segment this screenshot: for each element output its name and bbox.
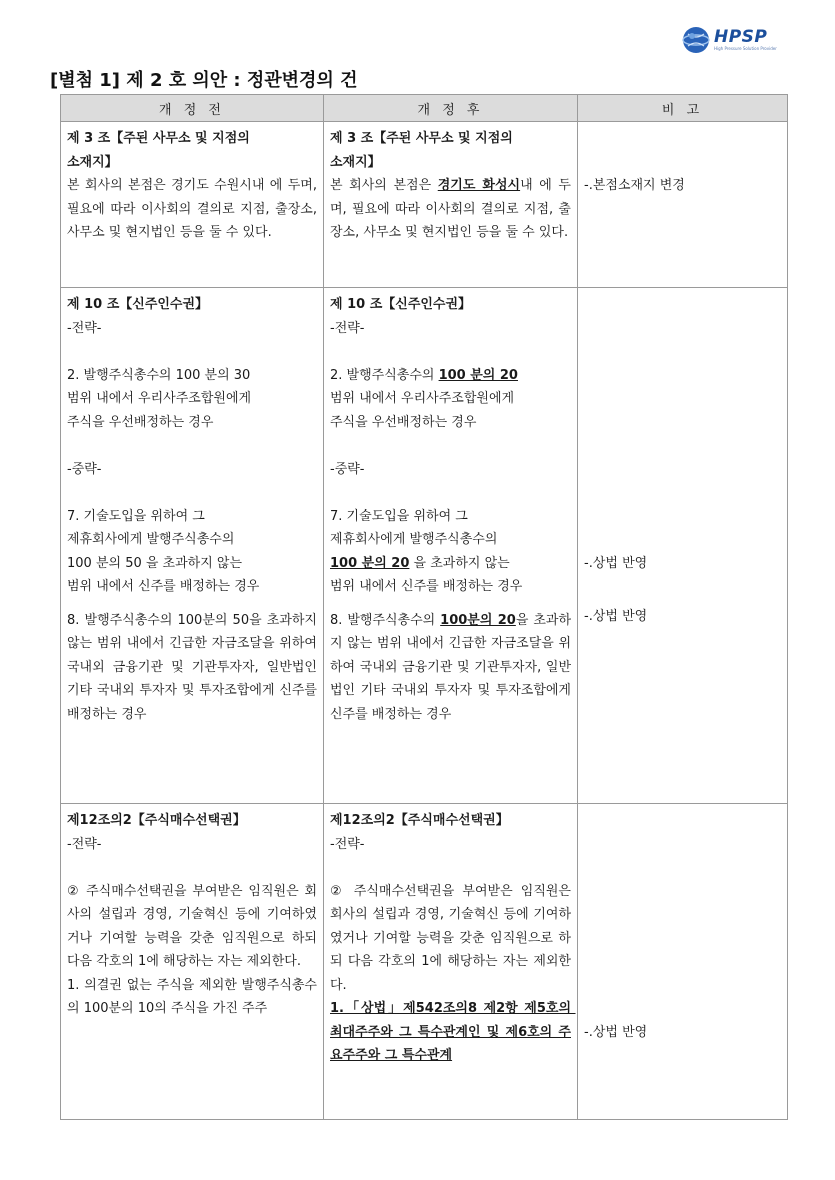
logo-tagline: High Pressure Solution Provider: [714, 46, 777, 51]
clause-title: 제 10 조【신주인수권】: [330, 297, 472, 312]
clause-text: 제휴회사에게 발행주식총수의: [67, 532, 235, 547]
cell-after: [324, 288, 578, 804]
table-row: [61, 804, 788, 1120]
omission-mark: -전략-: [330, 320, 365, 336]
clause-text: 범위 내에서 우리사주조합원에게: [67, 391, 252, 406]
amendment-table: [60, 94, 788, 1120]
clause-text: 범위 내에서 우리사주조합원에게: [330, 391, 515, 406]
clause-text: 8. 발행주식총수의 100분의 50을 초과하지 않는 범위 내에서 긴급한 자금조달을 위하여 국내외 금융기관 및 기관투자자, 일반법인 기타 국내외 투자자 및 투자조합에게 신주를 배정하는 경우: [67, 612, 322, 722]
cell-remark: [578, 122, 788, 288]
header-remarks: 비 고: [578, 95, 788, 122]
clause-text: 7. 기술도입을 위하여 그: [67, 508, 205, 524]
cell-before: [61, 804, 324, 1120]
table-row: [61, 122, 788, 288]
cell-after: [324, 804, 578, 1120]
clause-text: 8. 발행주식총수의 100분의 20을 초과하지 않는 범위 내에서 긴급한 자금조달을 위하여 국내외 금융기관 및 기관투자자, 일반법인 기타 국내외 투자자 및 투자조합에게 신주를 배정하는 경우: [330, 612, 576, 722]
page-title: [별첨 1] 제 2 호 의안 : 정관변경의 건: [50, 70, 358, 91]
clause-title: 제 3 조【주된 사무소 및 지점의: [330, 131, 513, 146]
clause-text: 100 분의 50 을 초과하지 않는: [67, 555, 243, 571]
amended-text: 경기도 화성시: [437, 178, 521, 193]
clause-title: 제 10 조【신주인수권】: [67, 297, 209, 312]
cell-remark: [578, 288, 788, 804]
omission-mark: -전략-: [330, 836, 365, 852]
cell-after: [324, 122, 578, 288]
clause-text: 2. 발행주식총수의 100 분의 30: [67, 367, 251, 383]
omission-mark: -중략-: [330, 461, 365, 477]
table-row: [61, 288, 788, 804]
cell-before: [61, 288, 324, 804]
clause-text: 본 회사의 본점은 경기도 화성시내 에 두며, 필요에 따라 이사회의 결의로 지점, 출장소, 사무소 및 현지법인 등을 둘 수 있다.: [330, 178, 571, 240]
clause-text: 7. 기술도입을 위하여 그: [330, 508, 468, 524]
table-header-row: [61, 95, 788, 122]
logo-wordmark: HPSP: [714, 27, 768, 47]
header-after: 개 정 후: [324, 95, 578, 122]
omission-mark: -중략-: [67, 461, 102, 477]
clause-text: 주식을 우선배정하는 경우: [67, 414, 214, 430]
clause-text: 100 분의 20 을 초과하지 않는: [330, 555, 510, 571]
cell-remark: [578, 804, 788, 1120]
clause-text: 제휴회사에게 발행주식총수의: [330, 532, 498, 547]
clause-text: 본 회사의 본점은 경기도 수원시내 에 두며, 필요에 따라 이사회의 결의로 지점, 출장소, 사무소 및 현지법인 등을 둘 수 있다.: [67, 178, 322, 240]
clause-title: 제12조의2【주식매수선택권】: [67, 813, 246, 828]
clause-text: 범위 내에서 신주를 배정하는 경우: [67, 579, 260, 594]
omission-mark: -전략-: [67, 320, 102, 336]
clause-text: 2. 발행주식총수의 100 분의 20: [330, 367, 518, 383]
amended-text: 100 분의 20: [438, 367, 518, 383]
clause-text: 1. 의결권 없는 주식을 제외한 발행주식총수의 100분의 10의 주식을 가진 주주: [67, 977, 317, 1016]
remark-text: -.상법 반영: [584, 1024, 648, 1040]
remark-text: -.상법 반영: [584, 555, 648, 571]
clause-title: 소재지】: [67, 154, 118, 170]
clause-text: ② 주식매수선택권을 부여받은 임직원은 회사의 설립과 경영, 기술혁신 등에 기여하였거나 기여할 능력을 갖춘 임직원으로 하되 다음 각호의 1에 해당하는 자는 제외한다.: [330, 883, 576, 993]
clause-text: 범위 내에서 신주를 배정하는 경우: [330, 579, 523, 594]
cell-before: [61, 122, 324, 288]
clause-text: ② 주식매수선택권을 부여받은 임직원은 회사의 설립과 경영, 기술혁신 등에 기여하였거나 기여할 능력을 갖춘 임직원으로 하되 다음 각호의 1에 해당하는 자는 제외한다.: [67, 883, 322, 969]
amended-text: 100 분의 20: [330, 555, 410, 571]
globe-icon: [682, 26, 710, 54]
clause-title: 제12조의2【주식매수선택권】: [330, 813, 509, 828]
clause-title: 소재지】: [330, 154, 381, 170]
clause-title: 제 3 조【주된 사무소 및 지점의: [67, 131, 250, 146]
clause-text: 주식을 우선배정하는 경우: [330, 414, 477, 430]
remark-text: -.본점소재지 변경: [584, 178, 685, 193]
remark-text: -.상법 반영: [584, 608, 648, 624]
amended-text: 100분의 20: [440, 612, 516, 628]
omission-mark: -전략-: [67, 836, 102, 852]
amended-text: 1.「상법」제542조의8 제2항 제5호의 최대주주와 그 특수관계인 및 제6호의 주요주주와 그 특수관계: [330, 1001, 576, 1063]
header-before: 개 정 전: [61, 95, 324, 122]
company-logo: [682, 24, 792, 56]
